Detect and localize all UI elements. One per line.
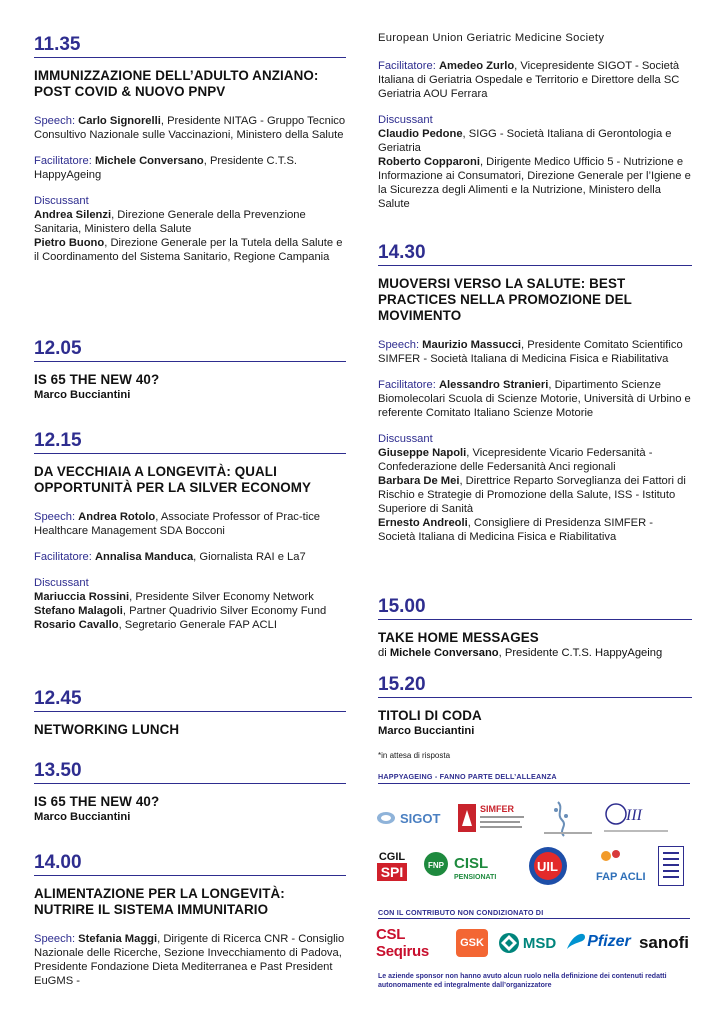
sigot-logo bbox=[372, 798, 442, 838]
msd-emblem-icon bbox=[498, 932, 520, 954]
divider bbox=[378, 918, 690, 919]
sigg-logo bbox=[538, 796, 598, 840]
facilitator-line: Facilitatore: Michele Conversano, Presidente C.T.S. HappyAgeing bbox=[34, 155, 298, 181]
discussant-item: Claudio Pedone, SIGG - Società Italiana di Gerontologia e Geriatria bbox=[378, 128, 672, 154]
simfer-emblem-icon bbox=[456, 796, 528, 840]
pfizer-logo bbox=[562, 926, 634, 958]
session-1430 bbox=[378, 242, 692, 544]
uil-wordmark: UIL bbox=[537, 859, 558, 874]
divider bbox=[378, 619, 692, 620]
fnp-wordmark: FNP bbox=[428, 861, 444, 870]
session-1400 bbox=[34, 852, 346, 988]
session-time: 14.00 bbox=[34, 852, 82, 873]
pfizer-emblem-icon bbox=[565, 929, 587, 955]
session-time: 15.20 bbox=[378, 674, 426, 695]
iii-emblem-icon bbox=[596, 796, 676, 840]
spi-wordmark: SPI bbox=[377, 863, 408, 881]
pensionati-wordmark: PENSIONATI bbox=[454, 874, 497, 881]
session-speaker: Marco Bucciantini bbox=[34, 811, 131, 823]
divider bbox=[34, 57, 346, 58]
session-title: TITOLI DI CODA bbox=[378, 708, 482, 723]
sigot-wordmark: SIGOT bbox=[400, 811, 441, 826]
session-1215 bbox=[34, 430, 346, 632]
discussant-item: Mariuccia Rossini, Presidente Silver Economy Network bbox=[34, 591, 314, 603]
session-title: TAKE HOME MESSAGES bbox=[378, 630, 539, 645]
speech-line: Speech: Stefania Maggi, Dirigente di Ricerca CNR - Consiglio Nazionale delle Ricerche, Sezione Invecchiamento di Padova, Presidente Fondazione Dieta Mediterranea e Past President EuGMS - bbox=[34, 933, 345, 987]
discussant-item: Stefano Malagoli, Partner Quadrivio Silver Economy Fund bbox=[34, 605, 327, 617]
federsanita-emblem-icon bbox=[660, 848, 682, 884]
discussant-item: Andrea Silenzi, Direzione Generale della Prevenzione Sanitaria, Ministero della Salute bbox=[34, 209, 306, 235]
session-time: 12.05 bbox=[34, 338, 82, 359]
facilitator-line: Facilitatore: Annalisa Manduca, Giornalista RAI e La7 bbox=[34, 551, 306, 563]
session-title: MUOVERSI VERSO LA SALUTE: BEST PRACTICES NELLA PROMOZIONE DEL MOVIMENTO bbox=[378, 276, 632, 323]
simfer-wordmark: SIMFER bbox=[480, 804, 515, 814]
session-title: DA VECCHIAIA A LONGEVITÀ: QUALI OPPORTUNITÀ PER LA SILVER ECONOMY bbox=[34, 464, 312, 495]
discussant-item: Ernesto Andreoli, Consigliere di Presidenza SIMFER - Società Italiana di Medicina Fisica e Riabilitativa bbox=[378, 517, 654, 543]
contribution-header: CON IL CONTRIBUTO NON CONDIZIONATO DI bbox=[378, 908, 544, 917]
divider bbox=[378, 697, 692, 698]
fnp-cisl-emblem-icon bbox=[422, 846, 514, 886]
discussant-label: Discussant bbox=[378, 114, 433, 126]
msd-wordmark: MSD bbox=[522, 934, 557, 952]
fap-acli-wordmark: FAP ACLI bbox=[596, 871, 646, 883]
session-1400-continued bbox=[378, 47, 692, 211]
federsanita-logo bbox=[658, 846, 684, 886]
alliance-header: HAPPYAGEING - FANNO PARTE DELL’ALLEANZA bbox=[378, 772, 557, 781]
session-1205 bbox=[34, 338, 346, 402]
cgil-wordmark: CGIL bbox=[378, 851, 406, 863]
divider bbox=[34, 711, 346, 712]
session-speaker: di Michele Conversano, Presidente C.T.S. HappyAgeing bbox=[378, 647, 663, 659]
divider bbox=[34, 453, 346, 454]
speech-line: Speech: Andrea Rotolo, Associate Professor of Prac-tice Healthcare Management SDA Bocconi bbox=[34, 511, 321, 537]
session-time: 11.35 bbox=[34, 34, 81, 55]
session-title: IMMUNIZZAZIONE DELL’ADULTO ANZIANO: POST COVID & NUOVO PNPV bbox=[34, 68, 319, 99]
session-time: 12.45 bbox=[34, 688, 82, 709]
speech-line: Speech: Carlo Signorelli, Presidente NITAG - Gruppo Tecnico Consultivo Nazionale sulle Vaccinazioni, Ministero della Salute bbox=[34, 115, 346, 141]
gsk-logo: GSK bbox=[456, 929, 488, 957]
session-time: 14.30 bbox=[378, 242, 426, 263]
discussant-item: Barbara De Mei, Direttrice Reparto Sorveglianza dei Fattori di Rischio e Strategie di Promozione della Salute, ISS - Istituto Superiore di Sanità bbox=[378, 475, 686, 515]
uil-emblem-icon bbox=[524, 844, 574, 888]
session-title: IS 65 THE NEW 40? bbox=[34, 372, 160, 387]
simfer-logo bbox=[456, 796, 528, 840]
session-1500 bbox=[378, 596, 692, 660]
session-speaker: Marco Bucciantini bbox=[378, 725, 475, 737]
discussant-label: Discussant bbox=[34, 195, 89, 207]
session-time: 12.15 bbox=[34, 430, 82, 451]
session-title: IS 65 THE NEW 40? bbox=[34, 794, 160, 809]
cisl-wordmark: CISL bbox=[454, 855, 489, 872]
session-1350 bbox=[34, 760, 346, 824]
session-time: 13.50 bbox=[34, 760, 82, 781]
speech-line: Speech: Maurizio Massucci, Presidente Comitato Scientifico SIMFER - Società Italiana di Medicina Fisica e Riabilitativa bbox=[378, 339, 683, 365]
session-1520 bbox=[378, 674, 692, 738]
session-title: NETWORKING LUNCH bbox=[34, 722, 180, 737]
msd-logo bbox=[496, 928, 558, 958]
svg-text:III: III bbox=[626, 807, 642, 824]
facilitator-line: Facilitatore: Alessandro Stranieri, Dipartimento Scienze Biomolecolari Scuola di Scienze Motorie, Università di Urbino e referente Comitato Italiano Scienze Motorie bbox=[378, 379, 691, 419]
divider bbox=[378, 265, 692, 266]
divider bbox=[34, 783, 346, 784]
sigot-emblem-icon bbox=[372, 798, 442, 838]
uil-logo bbox=[524, 844, 574, 888]
divider bbox=[378, 783, 690, 784]
facilitator-line: Facilitatore: Amedeo Zurlo, Vicepresidente SIGOT - Società Italiana di Geriatria Ospedale e Territorio e Direttore della SC Geriatria AOU Ferrara bbox=[378, 60, 680, 100]
session-time: 15.00 bbox=[378, 596, 426, 617]
discussant-item: Pietro Buono, Direzione Generale per la Tutela della Salute e il Coordinamento del Sistema Sanitario, Regione Campania bbox=[34, 237, 343, 263]
fap-acli-logo bbox=[592, 844, 648, 888]
sigg-emblem-icon bbox=[538, 796, 598, 840]
sanofi-logo: sanofi bbox=[638, 933, 690, 952]
pending-note: *in attesa di risposta bbox=[378, 751, 451, 760]
sponsor-disclaimer: Le aziende sponsor non hanno avuto alcun ruolo nella definizione dei contenuti redatti autonomamente ed integralmente dall’organizzatore bbox=[378, 973, 667, 989]
divider bbox=[34, 361, 346, 362]
session-1135 bbox=[34, 34, 346, 264]
fap-acli-emblem-icon bbox=[592, 844, 648, 888]
pfizer-wordmark: Pfizer bbox=[587, 933, 631, 950]
discussant-item: Rosario Cavallo, Segretario Generale FAP ACLI bbox=[34, 619, 277, 631]
session-speaker: Marco Bucciantini bbox=[34, 389, 131, 401]
continued-text: European Union Geriatric Medicine Society bbox=[378, 32, 605, 44]
cgil-spi-logo bbox=[372, 844, 412, 888]
discussant-item: Roberto Copparoni, Dirigente Medico Ufficio 5 - Nutrizione e Informazione ai Consumatori, Direzione Generale per l’Igiene e la Sicurezza degli Alimenti e la Nutrizione, Ministero della Salute bbox=[378, 156, 691, 210]
discussant-label: Discussant bbox=[378, 433, 433, 445]
divider bbox=[34, 875, 346, 876]
right-column bbox=[378, 0, 692, 1024]
discussant-label: Discussant bbox=[34, 577, 89, 589]
csl-seqirus-logo: CSL Seqirus bbox=[376, 926, 429, 960]
iii-logo bbox=[596, 796, 676, 840]
fnp-cisl-logo bbox=[422, 846, 514, 886]
discussant-item: Giuseppe Napoli, Vicepresidente Vicario Federsanità - Confederazione delle Federsanità Anci regionali bbox=[378, 447, 653, 473]
session-1245 bbox=[34, 688, 346, 738]
session-title: ALIMENTAZIONE PER LA LONGEVITÀ: NUTRIRE IL SISTEMA IMMUNITARIO bbox=[34, 886, 285, 917]
